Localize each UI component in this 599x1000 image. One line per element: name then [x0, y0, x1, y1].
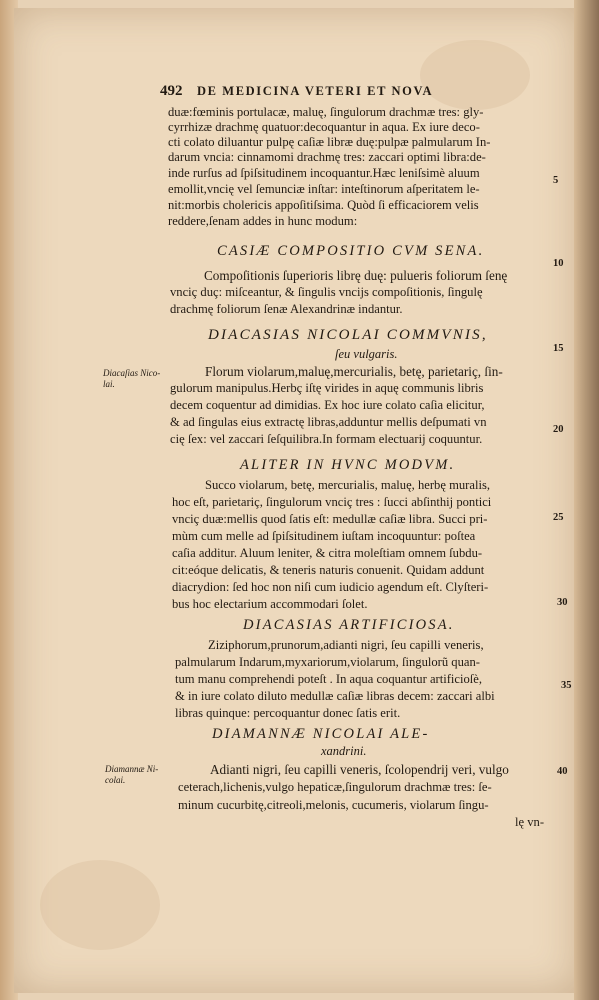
- text-line: Adianti nigri, ſeu capilli veneris, ſcolopendrij veri, vulgo: [210, 762, 509, 777]
- text-line: reddere,ſenam addes in hunc modum:: [168, 214, 358, 228]
- paper-stain: [420, 40, 530, 110]
- text-line: vnciç duç: miſceantur, & ſingulis vncijs compoſitionis, ſingulę: [170, 285, 483, 299]
- section-subheading: xandrini.: [321, 744, 367, 758]
- text-line: drachmę foliorum ſenæ Alexandrinæ indantur.: [170, 302, 403, 316]
- text-line: decem coquentur ad dimidias. Ex hoc iure colato caſia elicitur,: [170, 398, 485, 412]
- page-edge-shadow: [574, 0, 599, 1000]
- section-heading: DIAMANNÆ NICOLAI ALE-: [212, 726, 430, 742]
- text-line: duæ:fœminis portulacæ, maluę, ſingulorum drachmæ tres: gly-: [168, 105, 484, 119]
- section-heading: DIACASIAS NICOLAI COMMVNIS,: [208, 327, 488, 343]
- margin-note: Diacaſias Nico- lai.: [103, 368, 161, 389]
- text-line: bus hoc electarium accommodari ſolet.: [172, 597, 368, 611]
- text-line: cię ſex: vel zaccari ſeſquilibra.In formam electuarij coquuntur.: [170, 432, 483, 446]
- text-line: mùm cum melle ad ſpiſsitudinem iuſtam incoquuntur: poſtea: [172, 529, 476, 543]
- text-line: Succo violarum, betę, mercurialis, maluę, herbę muralis,: [205, 478, 491, 492]
- catchword: lę vn-: [515, 815, 545, 829]
- line-number: 10: [553, 258, 564, 269]
- text-line: Florum violarum,maluę,mercurialis, betę, parietariç, ſin-: [205, 364, 503, 379]
- page-number: 492: [160, 83, 183, 99]
- text-line: palmularum Indarum,myxariorum,violarum, ſingulorũ quan-: [175, 655, 480, 669]
- line-number: 30: [557, 597, 568, 608]
- margin-note: Diamannæ Ni- colai.: [105, 764, 159, 785]
- line-number: 40: [557, 766, 568, 777]
- text-line: & in iure colato diluto medullæ caſiæ libras decem: zaccari albi: [175, 689, 495, 703]
- text-line: cti colato diluantur pulpę caſiæ libræ duę:pulpæ palmularum In-: [168, 135, 491, 149]
- section-subheading: ſeu vulgaris.: [335, 347, 398, 361]
- text-line: & ad ſingulas eius extractę libras,adduntur mellis deſpumati vn: [170, 415, 487, 429]
- text-line: minum cucurbitę,citreoli,melonis, cucumeris, violarum ſingu-: [178, 798, 489, 812]
- text-line: cit:eóque delicatis, & teneris naturis conuenit. Quidam addunt: [172, 563, 485, 577]
- text-line: Compoſitionis ſuperioris librę duę: pulueris foliorum ſenę: [204, 268, 508, 283]
- running-title: DE MEDICINA VETERI ET NOVA: [197, 84, 434, 98]
- line-number: 35: [561, 680, 572, 691]
- text-line: cyrrhizæ drachmę quatuor:decoquantur in aqua. Ex iure deco-: [168, 120, 480, 134]
- section-heading: DIACASIAS ARTIFICIOSA.: [243, 617, 455, 633]
- line-number: 15: [553, 343, 564, 354]
- text-line: diacrydion: ſed hoc non niſi cum iudicio agendum eſt. Clyſteri-: [172, 580, 489, 594]
- text-line: emollit,vncię vel ſemunciæ inſtar: inteſtinorum aſperitatem le-: [168, 182, 480, 196]
- text-line: libras quinque: percoquantur donec ſatis erit.: [175, 706, 401, 720]
- line-number: 5: [553, 175, 559, 186]
- text-line: gulorum manipulus.Herbç iſtę virides in aquę communis libris: [170, 381, 484, 395]
- text-line: tum manu comprehendi poteſt . In aqua coquantur artificioſè,: [175, 672, 483, 686]
- text-line: hoc eſt, parietariç, ſingulorum vnciç tres : ſucci abſinthij pontici: [172, 495, 492, 509]
- text-line: darum vncia: cinnamomi drachmę tres: zaccari optimi libra:de-: [168, 150, 486, 164]
- section-heading: ALITER IN HVNC MODVM.: [240, 457, 456, 473]
- section-heading: CASIÆ COMPOSITIO CVM SENA.: [217, 243, 485, 259]
- line-number: 20: [553, 424, 564, 435]
- line-number: 25: [553, 512, 564, 523]
- text-line: inde rurſus ad ſpiſsitudinem incoquantur.Hæc leniſsimè aluum: [168, 166, 480, 180]
- text-line: caſia additur. Aluum leniter, & citra moleſtiam omnem ſubdu-: [172, 546, 483, 560]
- text-line: vnciç duæ:mellis quod ſatis eſt: medullæ caſiæ libra. Succi pri-: [172, 512, 488, 526]
- paper-stain: [40, 860, 160, 950]
- text-line: nit:morbis cholericis appoſitiſsima. Quòd ſi efficaciorem velis: [168, 198, 479, 212]
- text-line: Ziziphorum,prunorum,adianti nigri, ſeu capilli veneris,: [208, 638, 484, 652]
- text-line: ceterach,lichenis,vulgo hepaticæ,ſingulorum drachmæ tres: ſe-: [178, 780, 492, 794]
